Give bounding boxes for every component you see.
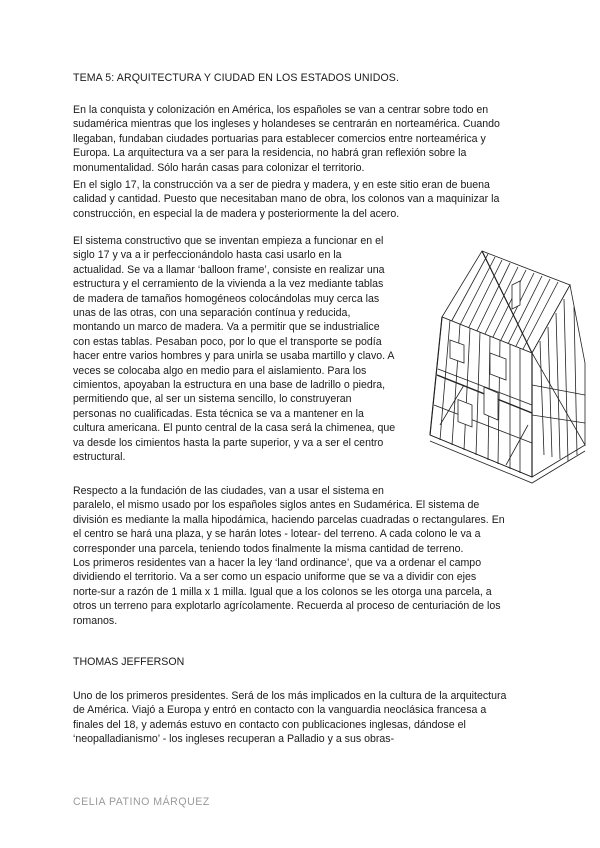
page-title: TEMA 5: ARQUITECTURA Y CIUDAD EN LOS ESTADOS UNIDOS. <box>73 72 400 84</box>
paragraph-jefferson <box>73 689 525 747</box>
paragraph-city-foundation <box>73 484 525 628</box>
text-line: de madera de tamaños homogéneos colocándolas muy cerca las <box>73 292 380 305</box>
text-line: actualidad. Se va a llamar ‘balloon frame’, consiste en realizar una <box>73 263 385 276</box>
text-line: permitiendo que, al ser un sistema sencillo, lo construyeran <box>73 393 352 406</box>
text-line: monumentalidad. Sólo harán casas para colonizar el territorio. <box>73 161 365 174</box>
text-line: construcción, en especial la de madera y posteriormente la del acero. <box>73 207 400 220</box>
text-line: En la conquista y colonización en América, los españoles se van a centrar sobre todo en <box>73 104 489 116</box>
text-line: Los primeros residentes van a hacer la ley ‘land ordinance’, que va a ordenar el campo <box>73 557 482 570</box>
text-line: con estas tablas. Pesaban poco, por lo que el transporte se podía <box>73 335 382 348</box>
text-line: paralelo, el mismo usado por los españoles siglos antes en Sudamérica. El sistema de <box>73 499 480 512</box>
text-line: división es mediante la malla hipodámica, haciendo parcelas cuadradas o rectangulares. En <box>73 513 505 526</box>
text-line: corresponder una parcela, teniendo todos finalmente la misma cantidad de terreno. <box>73 542 464 555</box>
text-line: de América. Viajó a Europa y entró en contacto con la vanguardia neoclásica francesa a <box>73 704 487 717</box>
text-line: Europa. La arquitectura va a ser para la residencia, no habrá gran reflexión sobre la <box>73 147 467 160</box>
section-heading: THOMAS JEFFERSON <box>73 656 185 668</box>
text-line: llegaban, fundaban ciudades portuarias para establecer comercios entre norteamérica y <box>73 132 486 145</box>
text-line: veces se colocaba algo en medio para el aislamiento. Para los <box>73 364 367 377</box>
text-line: unas de las otras, con una separación contínua y reducida, <box>73 307 351 320</box>
paragraph-balloon-frame <box>73 234 415 465</box>
text-line: siglo 17 y va a ir perfeccionándolo hasta casi usarlo en la <box>73 249 342 262</box>
text-line: montando un marco de madera. Va a permitir que se industrialice <box>73 321 380 334</box>
text-line: sudamérica mientras que los ingleses y holandeses se centrarán en norteamérica. Cuando <box>73 118 500 131</box>
text-line: romanos. <box>73 614 118 627</box>
text-line: Respecto a la fundación de las ciudades, van a usar el sistema en <box>73 485 384 497</box>
text-line: estructural. <box>73 451 126 464</box>
text-line: En el siglo 17, la construcción va a ser de piedra y madera, y en este sitio eran de buena <box>73 179 490 191</box>
text-line: El sistema constructivo que se inventan empieza a funcionar en el <box>73 235 384 247</box>
text-line: otros un terreno para explotarlo agrícolamente. Recuerda al proceso de centuriación de los <box>73 600 501 613</box>
paragraph-colonization <box>73 103 523 175</box>
text-line: personas no cualificadas. Esta técnica se va a mantener en la <box>73 407 364 420</box>
paragraph-construction <box>73 178 523 221</box>
text-line: cultura americana. El punto central de la casa será la chimenea, que <box>73 422 396 435</box>
text-line: calidad y cantidad. Puesto que necesitaban mano de obra, los colonos van a maquinizar la <box>73 193 500 206</box>
text-line: cimientos, apoyaban la estructura en una base de ladrillo o piedra, <box>73 379 386 392</box>
text-line: norte-sur a razón de 1 milla x 1 milla. Igual que a los colonos se les otorga una parcela, a <box>73 585 492 598</box>
text-line: finales del 18, y además estuvo en contacto con publicaciones inglesas, dándose el <box>73 718 466 731</box>
text-line: Uno de los primeros presidentes. Será de los más implicados en la cultura de la arquitectura <box>73 690 507 702</box>
text-line: estructura y el cerramiento de la vivienda a la vez mediante tablas <box>73 278 384 291</box>
text-line: el centro se hará una plaza, y se harán lotes - lotear- del terreno. A cada colono le va a <box>73 528 481 541</box>
balloon-frame-illustration <box>420 245 588 485</box>
text-line: va desde los cimientos hasta la parte superior, y va a ser el centro <box>73 436 384 449</box>
text-line: ‘neopalladianismo’ - los ingleses recuperan a Palladio y a sus obras- <box>73 733 395 746</box>
text-line: hacer entre varios hombres y para unirla se usaba martillo y clavo. A <box>73 350 395 363</box>
footer-author: CELIA PATINO MÁRQUEZ <box>73 796 210 808</box>
text-line: dividiendo el territorio. Va a ser como un espacio uniforme que se va a dividir con ejes <box>73 571 477 584</box>
